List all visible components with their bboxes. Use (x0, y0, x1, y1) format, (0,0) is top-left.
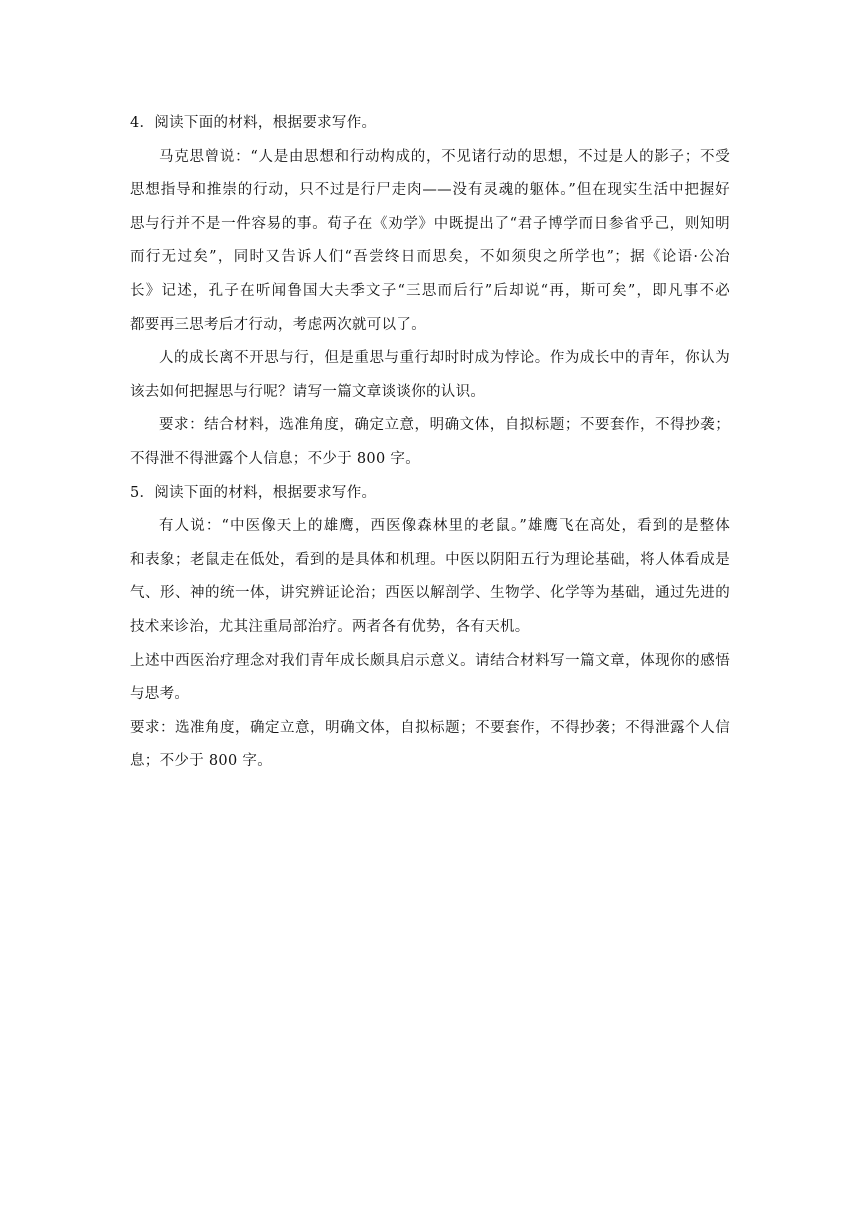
question-5-material (130, 510, 730, 644)
text-line: 有人说：“中医像天上的雄鹰，西医像森林里的老鼠。”雄鹰飞在高处，看到的是整体 (159, 518, 730, 535)
text-line: 和表象；老鼠走在低处，看到的是具体和机理。中医以阴阳五行为理论基础，将人体看成是 (130, 551, 730, 568)
text-line: 要求：选准角度，确定立意，明确文体，自拟标题；不要套作，不得抄袭；不得泄露个人信 (130, 719, 730, 736)
text-line: 与思考。 (130, 686, 190, 703)
text-line: 思与行并不是一件容易的事。荀子在《劝学》中既提出了“君子博学而日参省乎己，则知明 (130, 215, 730, 232)
question-5-prompt (130, 645, 730, 712)
question-4-material (130, 141, 730, 343)
text-line: 都要再三思考后才行动，考虑两次就可以了。 (130, 316, 426, 333)
question-5-heading: 5．阅读下面的材料，根据要求写作。 (130, 484, 377, 501)
text-line: 息；不少于 800 字。 (130, 753, 272, 770)
text-line: 不得泄不得泄露个人信息；不少于 800 字。 (130, 450, 420, 467)
text-line: 要求：结合材料，选准角度，确定立意，明确文体，自拟标题；不要套作，不得抄袭； (159, 417, 730, 434)
text-line: 人的成长离不开思与行，但是重思与重行却时时成为悖论。作为成长中的青年，你认为 (159, 350, 730, 367)
text-line: 技术来诊治，尤其注重局部治疗。两者各有优势，各有天机。 (130, 618, 530, 635)
question-4-prompt (130, 342, 730, 409)
question-5-requirements (130, 712, 730, 779)
question-4-requirements (130, 409, 730, 476)
text-line: 而行无过矣”，同时又告诉人们“吾尝终日而思矣，不如须臾之所学也”；据《论语·公冶 (130, 249, 730, 266)
question-4-heading: 4．阅读下面的材料，根据要求写作。 (130, 115, 377, 131)
text-line: 气、形、神的统一体，讲究辨证论治；西医以解剖学、生物学、化学等为基础，通过先进的 (130, 585, 730, 602)
text-line: 长》记述，孔子在听闻鲁国大夫季文子“三思而后行”后却说“再，斯可矣”，即凡事不必 (130, 282, 730, 299)
text-line: 该去如何把握思与行呢？请写一篇文章谈谈你的认识。 (130, 383, 486, 400)
text-line: 思想指导和推崇的行动，只不过是行尸走肉——没有灵魂的躯体。”但在现实生活中把握好 (130, 182, 730, 199)
text-line: 上述中西医治疗理念对我们青年成长颇具启示意义。请结合材料写一篇文章，体现你的感悟 (130, 652, 730, 669)
document-body (130, 107, 730, 779)
text-line: 马克思曾说：“人是由思想和行动构成的，不见诸行动的思想，不过是人的影子；不受 (159, 148, 730, 165)
